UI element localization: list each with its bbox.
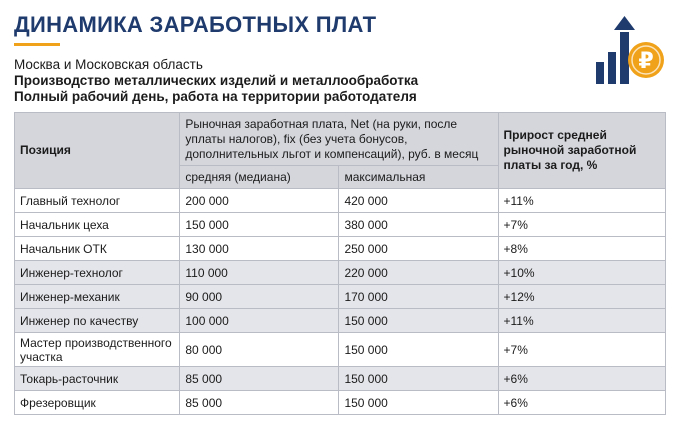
cell-growth: +6%	[498, 391, 665, 415]
cell-growth: +8%	[498, 237, 665, 261]
logo-bar-1	[596, 62, 604, 84]
cell-position: Инженер-технолог	[15, 261, 180, 285]
cell-growth: +7%	[498, 333, 665, 367]
header-position: Позиция	[15, 113, 180, 189]
logo-bar-2	[608, 52, 616, 84]
cell-max: 150 000	[339, 391, 498, 415]
cell-median: 85 000	[180, 391, 339, 415]
region-text: Москва и Московская область	[14, 57, 203, 72]
page-title: ДИНАМИКА ЗАРАБОТНЫХ ПЛАТ	[14, 12, 377, 37]
cell-median: 100 000	[180, 309, 339, 333]
cell-median: 150 000	[180, 213, 339, 237]
header-median: средняя (медиана)	[180, 166, 339, 189]
logo-arrow	[614, 16, 635, 30]
cell-growth: +12%	[498, 285, 665, 309]
cell-position: Токарь-расточник	[15, 367, 180, 391]
cell-median: 90 000	[180, 285, 339, 309]
cell-position: Инженер-механик	[15, 285, 180, 309]
cell-median: 110 000	[180, 261, 339, 285]
table-row	[15, 333, 666, 367]
table-row	[15, 237, 666, 261]
cell-growth: +6%	[498, 367, 665, 391]
growth-chart-ruble-icon	[594, 14, 664, 86]
cell-growth: +11%	[498, 309, 665, 333]
cell-position: Начальник ОТК	[15, 237, 180, 261]
cell-median: 85 000	[180, 367, 339, 391]
cell-max: 170 000	[339, 285, 498, 309]
cell-median: 200 000	[180, 189, 339, 213]
cell-max: 380 000	[339, 213, 498, 237]
table-row	[15, 261, 666, 285]
logo-bar-3	[620, 32, 629, 84]
cell-median: 80 000	[180, 333, 339, 367]
cell-growth: +11%	[498, 189, 665, 213]
cell-position: Главный технолог	[15, 189, 180, 213]
header-market-salary: Рыночная заработная плата, Net (на руки, после уплаты налогов), fix (без учета бонусов, дополнительных льгот и компенсаций), руб. в месяц	[180, 113, 498, 166]
table-row	[15, 285, 666, 309]
conditions-text: Полный рабочий день, работа на территории работодателя	[14, 89, 417, 104]
header-growth: Прирост средней рыночной заработной платы за год, %	[498, 113, 665, 189]
header-max: максимальная	[339, 166, 498, 189]
table-row	[15, 367, 666, 391]
logo-ruble-symbol: ₽	[638, 49, 654, 74]
cell-max: 150 000	[339, 309, 498, 333]
cell-max: 150 000	[339, 333, 498, 367]
cell-max: 250 000	[339, 237, 498, 261]
table-row	[15, 189, 666, 213]
cell-max: 220 000	[339, 261, 498, 285]
cell-max: 420 000	[339, 189, 498, 213]
cell-position: Инженер по качеству	[15, 309, 180, 333]
cell-position: Мастер производственного участка	[15, 333, 180, 367]
table-row	[15, 213, 666, 237]
salary-table	[14, 112, 666, 415]
cell-growth: +7%	[498, 213, 665, 237]
cell-position: Начальник цеха	[15, 213, 180, 237]
title-underline	[14, 43, 60, 46]
cell-position: Фрезеровщик	[15, 391, 180, 415]
cell-growth: +10%	[498, 261, 665, 285]
industry-text: Производство металлических изделий и металлообработка	[14, 73, 419, 88]
table-row	[15, 391, 666, 415]
table-row	[15, 309, 666, 333]
cell-median: 130 000	[180, 237, 339, 261]
cell-max: 150 000	[339, 367, 498, 391]
